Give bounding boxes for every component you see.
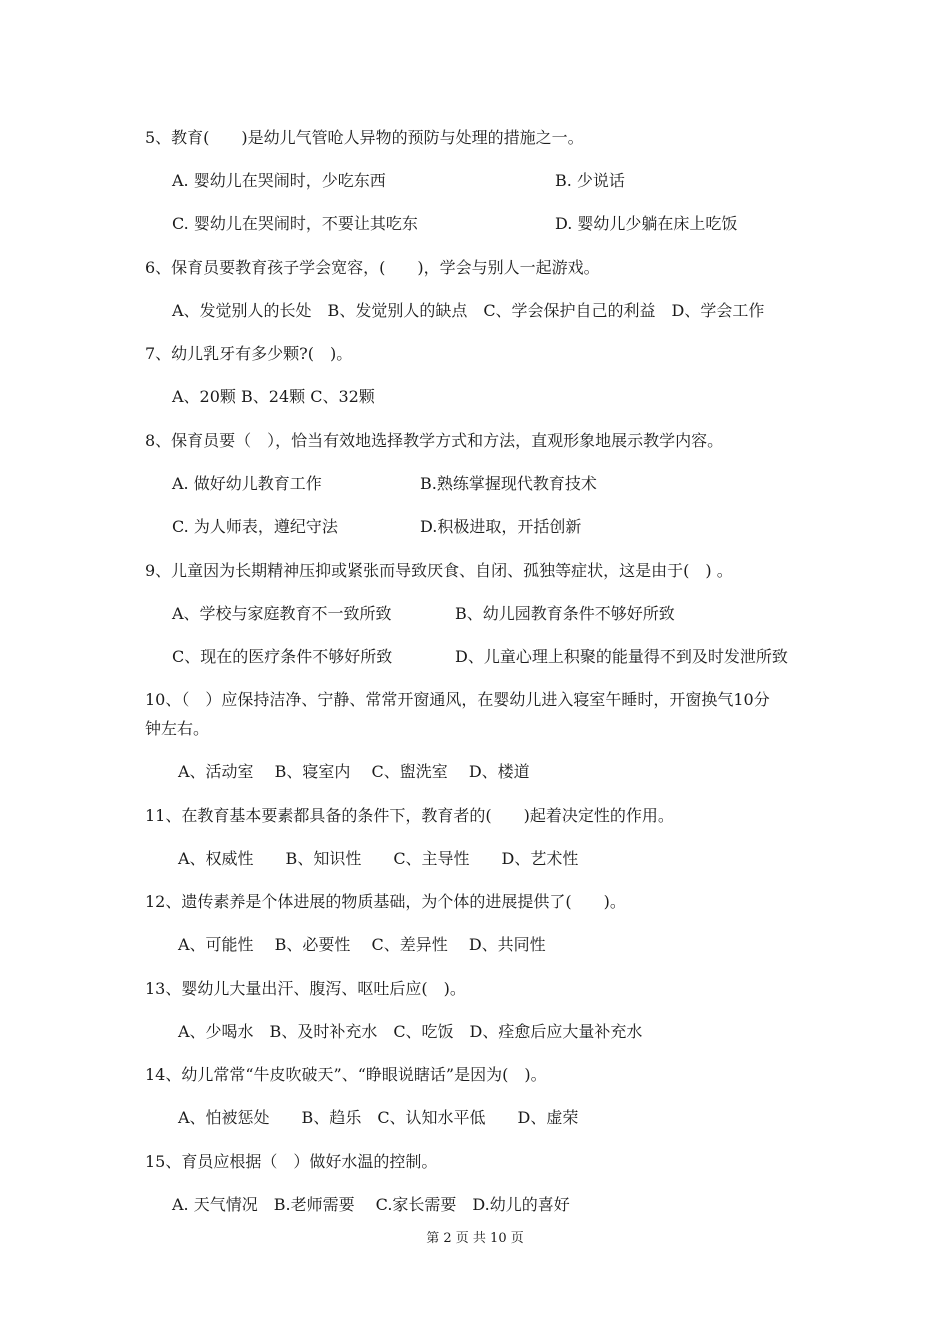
question-8-stem: 8、保育员要（ ），恰当有效地选择教学方式和方法，直观形象地展示教学内容。 — [145, 431, 724, 450]
question-10-stem-continued: 钟左右。 — [145, 719, 210, 738]
question-14-stem: 14、幼儿常常“牛皮吹破天”、“睁眼说瞎话”是因为( )。 — [145, 1065, 547, 1084]
question-5-option-b: B. 少说话 — [555, 171, 625, 190]
question-10-options: A、活动室 B、寝室内 C、盥洗室 D、楼道 — [178, 762, 530, 781]
question-11-stem: 11、在教育基本要素都具备的条件下，教育者的( )起着决定性的作用。 — [145, 806, 674, 825]
question-5-stem: 5、教育( )是幼儿气管呛人异物的预防与处理的措施之一。 — [145, 128, 584, 147]
question-9-option-a: A、学校与家庭教育不一致所致 — [172, 604, 392, 623]
question-9-option-d: D、儿童心理上积聚的能量得不到及时发泄所致 — [455, 647, 788, 666]
question-11-options: A、权威性 B、知识性 C、主导性 D、艺术性 — [178, 849, 579, 868]
question-6-stem: 6、保育员要教育孩子学会宽容，( )，学会与别人一起游戏。 — [145, 258, 600, 277]
question-8-option-a: A. 做好幼儿教育工作 — [172, 474, 322, 493]
question-7-stem: 7、幼儿乳牙有多少颗?( )。 — [145, 344, 353, 363]
question-8-option-d: D.积极进取，开括创新 — [420, 517, 582, 536]
question-6-options: A、发觉别人的长处 B、发觉别人的缺点 C、学会保护自己的利益 D、学会工作 — [172, 301, 765, 320]
question-9-option-c: C、现在的医疗条件不够好所致 — [172, 647, 393, 666]
question-15-options: A. 天气情况 B.老师需要 C.家长需要 D.幼儿的喜好 — [172, 1195, 570, 1214]
question-9-stem: 9、儿童因为长期精神压抑或紧张而导致厌食、自闭、孤独等症状，这是由于( ) 。 — [145, 561, 733, 580]
question-14-options: A、怕被惩处 B、趋乐 C、认知水平低 D、虚荣 — [178, 1108, 579, 1127]
page-number-footer: 第 2 页 共 10 页 — [426, 1231, 524, 1246]
question-10-stem: 10、（ ）应保持洁净、宁静、常常开窗通风，在婴幼儿进入寝室午睡时，开窗换气10分 — [145, 690, 770, 709]
question-5-option-d: D. 婴幼儿少躺在床上吃饭 — [555, 214, 738, 233]
question-12-options: A、可能性 B、必要性 C、差异性 D、共同性 — [178, 935, 546, 954]
question-9-option-b: B、幼儿园教育条件不够好所致 — [455, 604, 675, 623]
question-5-option-a: A. 婴幼儿在哭闹时，少吃东西 — [172, 171, 386, 190]
question-15-stem: 15、育员应根据（ ）做好水温的控制。 — [145, 1152, 438, 1171]
question-13-stem: 13、婴幼儿大量出汗、腹泻、呕吐后应( )。 — [145, 979, 466, 998]
question-12-stem: 12、遗传素养是个体进展的物质基础，为个体的进展提供了( )。 — [145, 892, 626, 911]
question-13-options: A、少喝水 B、及时补充水 C、吃饭 D、痊愈后应大量补充水 — [178, 1022, 643, 1041]
question-8-option-c: C. 为人师表，遵纪守法 — [172, 517, 338, 536]
question-7-options: A、20颗 B、24颗 C、32颗 — [172, 387, 375, 406]
question-5-option-c: C. 婴幼儿在哭闹时，不要让其吃东 — [172, 214, 418, 233]
question-8-option-b: B.熟练掌握现代教育技术 — [420, 474, 597, 493]
